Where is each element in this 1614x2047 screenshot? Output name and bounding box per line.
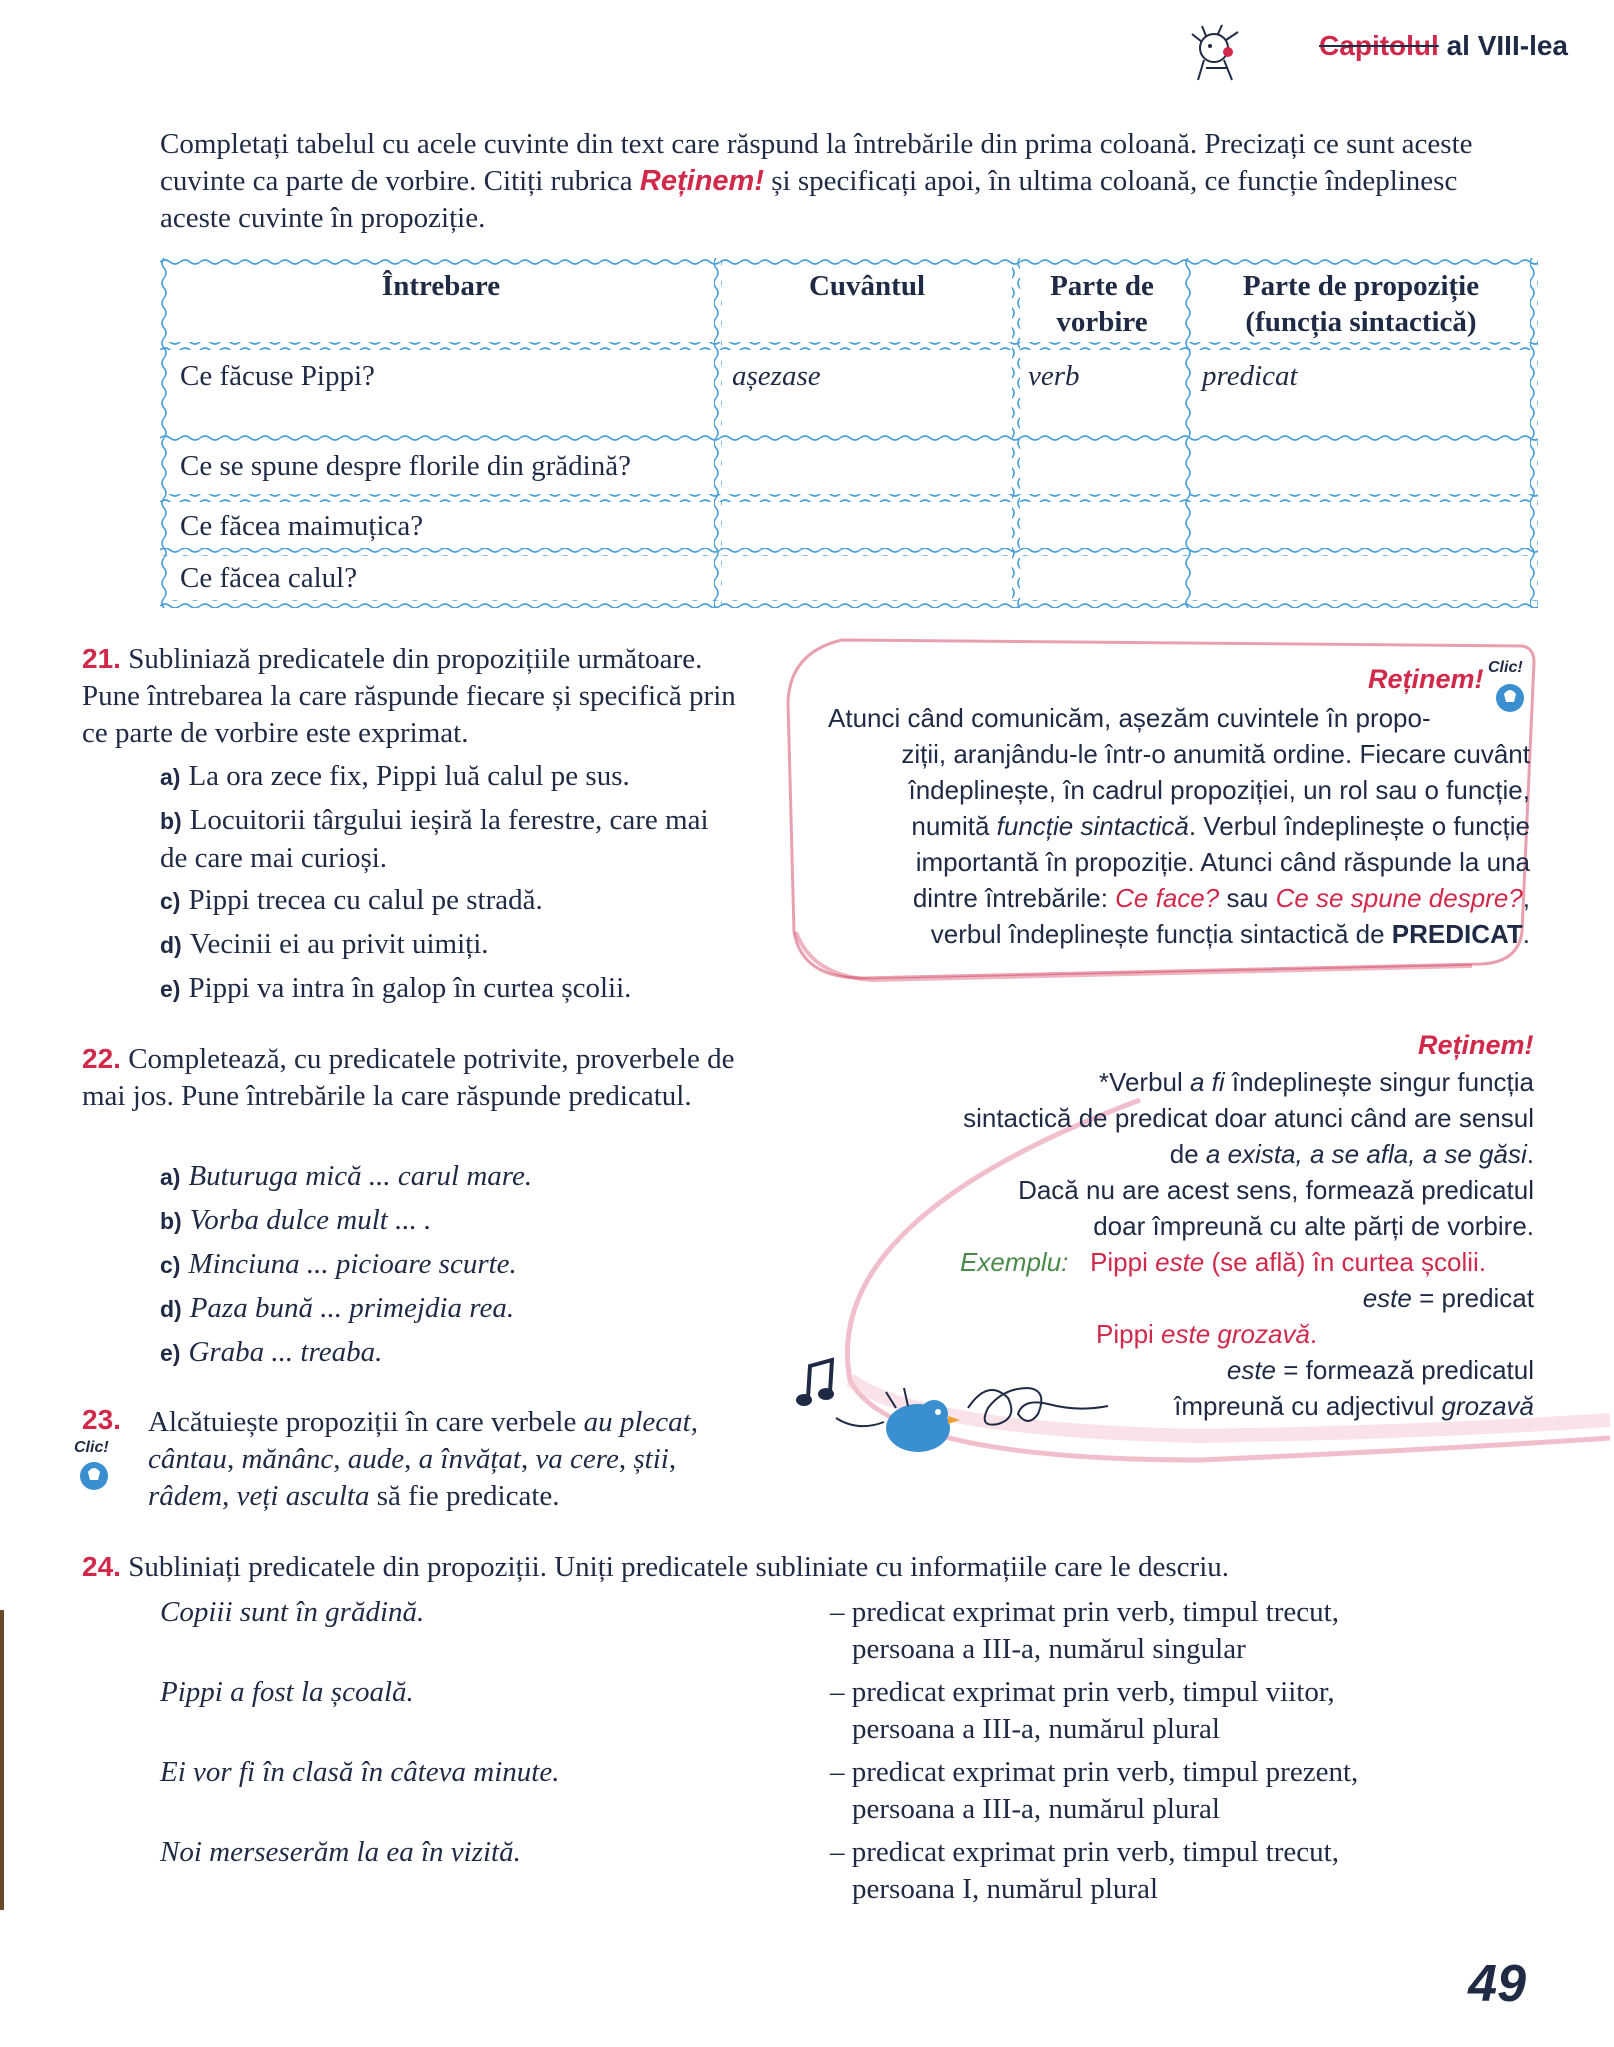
exercise-22-item-b: b) Vorba dulce mult ... . [160,1204,432,1236]
table-header-cuvantul: Cuvântul [808,270,926,302]
exercise-21-text: Subliniază predicatele din propozițiile următoare. Pune întrebarea la care răspunde fiecare și specifică prin ce parte de vorbire este exprimat. [82,643,736,749]
page-edge-strip [0,1610,4,1910]
exercise-24-sentence: Pippi a fost la școală. [160,1676,414,1708]
retinem-box-2-title: Reținem! [1418,1030,1534,1060]
exercise-22-item-a: a) Buturuga mică ... carul mare. [160,1160,533,1192]
table-cell-question: Ce făcuse Pippi? [180,360,375,392]
bird-music-note-icon [788,1348,1128,1468]
exercise-24-sentence: Noi merseserăm la ea în vizită. [160,1836,521,1868]
exercise-24-description: – predicat exprimat prin verb, timpul prezent, persoana a III-a, numărul plural [830,1756,1359,1825]
exercise-number: 23. [82,1404,121,1435]
exercise-table [160,258,1538,608]
chapter-word: Capitolul [1319,30,1439,61]
svg-text:Clic!: Clic! [1488,659,1523,676]
table-cell-function: predicat [1202,360,1298,392]
retinem-box-2-text: *Verbul a fi îndeplinește singur funcția sintactică de predicat doar atunci când are sensul de a exista, a se afla, a se găsi. Dacă nu are acest sens, formează predicatul doar împreună cu alte părți de vorbire. Exemplu: Pippi este (se află) în curtea școlii. este = predicat Pippi este grozavă. este = formează predicatul împreună cu adjectivul grozavă [960,1067,1534,1421]
retinem-box-1-text: Atunci când comunicăm, așezăm cuvintele în propo- ziții, aranjându-le într-o anumită ordine. Fiecare cuvânt îndeplinește, în cadrul propoziției, un rol sau o funcție, numită funcție sintactică. Verbul îndeplinește o funcție importantă în propoziție. Atunci când răspunde la una dintre întrebările: Ce face? sau Ce se spune despre?, verbul îndeplinește funcția sintactică de PREDICAT. [828,703,1530,949]
exercise-24-sentence: Copiii sunt în grădină. [160,1596,425,1628]
exercise-23-text: Alcătuiește propoziții în care verbele au plecat, cântau, mănânc, aude, a învățat, va cere, știi, râdem, veți asculta să fie predicate. [148,1406,698,1512]
exercise-24-text: Subliniați predicatele din propoziții. Uniți predicatele subliniate cu informațiile care le descriu. [128,1551,1229,1583]
exercise-21-item-a: a) La ora zece fix, Pippi luă calul pe sus. [160,760,630,792]
exercise-21-prompt [82,640,742,752]
exercise-number: 21. [82,643,121,674]
exercise-24-description: – predicat exprimat prin verb, timpul viitor, persoana a III-a, numărul plural [830,1676,1335,1745]
exercise-24-sentence: Ei vor fi în clasă în câteva minute. [160,1756,560,1788]
intro-text-1: Completați tabelul cu acele cuvinte din text care răspund la întrebările din prima coloană. Precizați ce sunt aceste cuvinte ca parte de vorbire. Citiți rubrica [160,128,1473,197]
table-header-parte-propozitie: Parte de propoziție (funcția sintactică) [1242,270,1480,338]
table-header-parte-vorbire: Parte de vorbire [1050,270,1154,338]
exercise-22-item-d: d) Paza bună ... primejdia rea. [160,1292,515,1324]
exercise-21-item-b: b) Locuitorii târgului ieșiră la ferestre, care mai de care mai curioși. [160,804,709,874]
table-cell-word: așezase [732,360,821,392]
exercise-21-item-e: e) Pippi va intra în galop în curtea școlii. [160,972,632,1004]
chapter-number: al VIII-lea [1446,30,1568,61]
exercise-number: 22. [82,1043,121,1074]
intro-instructions [160,126,1500,237]
table-cell-question: Ce făcea calul? [180,562,358,594]
exercise-24-description: – predicat exprimat prin verb, timpul trecut, persoana I, numărul plural [830,1836,1339,1905]
exercise-number: 24. [82,1551,121,1582]
exercise-21-item-c: c) Pippi trecea cu calul pe stradă. [160,884,543,916]
exercise-22-text: Completează, cu predicatele potrivite, proverbele de mai jos. Pune întrebările la care răspunde predicatul. [82,1043,735,1112]
retinem-box-1-title: Reținem! [1368,664,1484,694]
svg-text:Clic!: Clic! [74,1439,109,1456]
table-cell-part-of-speech: verb [1028,360,1080,392]
exercise-22-item-c: c) Minciuna ... picioare scurte. [160,1248,517,1280]
exercise-22-prompt [82,1040,742,1115]
exercise-22-item-e: e) Graba ... treaba. [160,1336,383,1368]
exercise-21-item-d: d) Vecinii ei au privit uimiți. [160,928,489,960]
exercise-24-prompt [82,1548,1562,1586]
chapter-mascot-icon [1184,24,1252,84]
table-header-intrebare: Întrebare [381,270,501,302]
table-cell-question: Ce se spune despre florile din grădină? [180,450,631,482]
page-number: 49 [1468,1955,1526,2013]
table-cell-question: Ce făcea maimuțica? [180,510,424,542]
exercise-24-description: – predicat exprimat prin verb, timpul trecut, persoana a III-a, numărul singular [830,1596,1339,1665]
intro-retinem: Reținem! [639,165,764,197]
clic-icon [72,1434,116,1494]
intro-text-2: și specificați apoi, în ultima coloană, ce funcție îndeplinesc aceste cuvinte în propoziție. [160,165,1458,234]
chapter-heading [1319,30,1568,62]
